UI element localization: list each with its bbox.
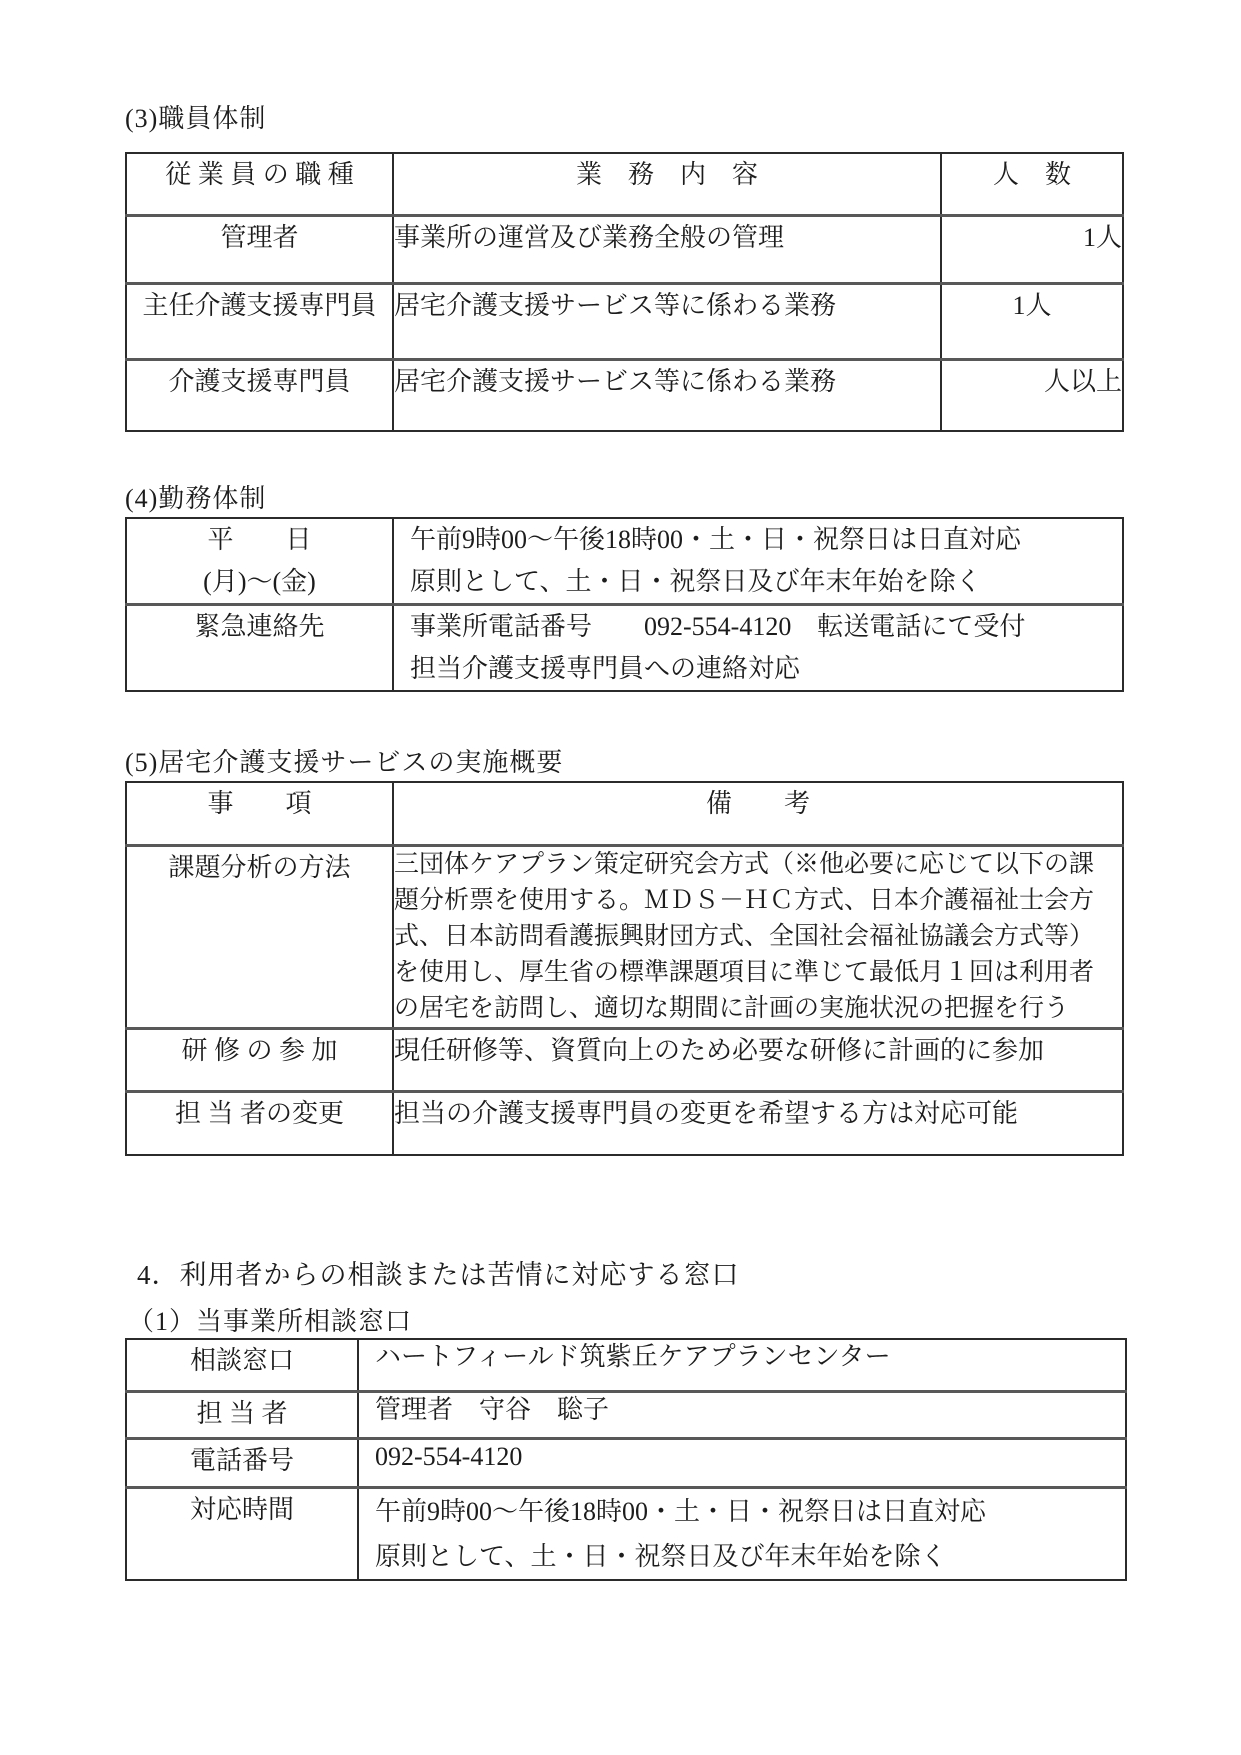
table-row (126, 1339, 1126, 1391)
staff-count-cell: 人以上 (941, 359, 1123, 431)
overview-header-note: 備 考 (393, 782, 1123, 845)
office-contact-table (125, 1338, 1127, 1581)
work-label-line: 平 日 (207, 525, 312, 554)
contact-value-cell (358, 1487, 1126, 1580)
table-row (126, 605, 1123, 692)
staff-table-header-row (126, 153, 1123, 215)
contact-label-cell: 対応時間 (126, 1487, 358, 1580)
contact-label-cell: 電話番号 (126, 1438, 358, 1487)
work-label-line: (月)～(金) (203, 567, 316, 596)
table-row (126, 845, 1123, 1028)
table-row (126, 283, 1123, 359)
table-row (126, 1487, 1126, 1580)
table-row (126, 1438, 1126, 1487)
table-row (126, 518, 1123, 605)
table-row (126, 1391, 1126, 1438)
staff-table (125, 152, 1124, 432)
contact-value-cell (358, 1339, 1126, 1391)
contact-value-line: 092-554-4120 (375, 1441, 523, 1471)
note-line: 題分析票を使用する。ＭＤＳ－ＨＣ方式、日本介護福祉士会方 (394, 886, 1095, 914)
work-value-line: 原則として、土・日・祝祭日及び年末年始を除く (410, 567, 982, 596)
staff-count-cell: 1人 (941, 283, 1123, 359)
overview-section-heading: (5)居宅介護支援サービスの実施概要 (125, 748, 564, 777)
note-line: を使用し、厚生省の標準課題項目に準じて最低月１回は利用者 (394, 958, 1095, 986)
work-value-cell (393, 605, 1123, 692)
contact-value-line: ハートフィールド筑紫丘ケアプランセンター (375, 1342, 891, 1371)
staff-role-cell: 管理者 (126, 215, 393, 283)
staff-count-cell: 1人 (941, 215, 1123, 283)
staff-duty-cell: 居宅介護支援サービス等に係わる業務 (393, 283, 941, 359)
contact-label-cell: 相談窓口 (126, 1339, 358, 1391)
complaint-subsection-heading: （1）当事業所相談窓口 (128, 1307, 413, 1336)
staff-duty-cell: 居宅介護支援サービス等に係わる業務 (393, 359, 941, 431)
staff-section-heading: (3)職員体制 (125, 104, 267, 133)
overview-item-cell: 研 修 の 参 加 (126, 1028, 393, 1091)
contact-value-cell (358, 1391, 1126, 1438)
contact-value-line: 午前9時00～午後18時00・土・日・祝祭日は日直対応 (375, 1496, 987, 1526)
work-label-cell (126, 605, 393, 692)
contact-value-line: 管理者 守谷 聡子 (375, 1394, 610, 1424)
work-label-cell (126, 518, 393, 605)
overview-item-cell: 担 当 者の変更 (126, 1091, 393, 1155)
work-schedule-table (125, 517, 1124, 692)
staff-role-cell: 主任介護支援専門員 (126, 283, 393, 359)
overview-note-cell: 現任研修等、資質向上のため必要な研修に計画的に参加 (393, 1028, 1123, 1091)
table-row (126, 359, 1123, 431)
table-row (126, 1028, 1123, 1091)
table-row (126, 215, 1123, 283)
contact-value-cell (358, 1438, 1126, 1487)
complaint-section-heading: 4．利用者からの相談または苦情に対応する窓口 (137, 1260, 740, 1290)
contact-value-line: 原則として、土・日・祝祭日及び年末年始を除く (375, 1541, 947, 1571)
overview-item-cell: 課題分析の方法 (126, 845, 393, 1028)
work-label-line: 緊急連絡先 (194, 612, 325, 641)
contact-label-cell: 担 当 者 (126, 1391, 358, 1438)
staff-header-duty: 業 務 内 容 (393, 153, 941, 215)
overview-table-header-row (126, 782, 1123, 845)
note-line: の居宅を訪問し、適切な期間に計画の実施状況の把握を行う (394, 994, 1070, 1022)
service-overview-table (125, 781, 1124, 1156)
overview-note-cell: 担当の介護支援専門員の変更を希望する方は対応可能 (393, 1091, 1123, 1155)
staff-header-count: 人 数 (941, 153, 1123, 215)
work-value-line: 事業所電話番号 092-554-4120 転送電話にて受付 (410, 612, 1026, 641)
staff-header-role: 従 業 員 の 職 種 (126, 153, 393, 215)
work-section-heading: (4)勤務体制 (125, 484, 267, 513)
work-value-line: 担当介護支援専門員への連絡対応 (410, 654, 801, 683)
overview-note-cell (393, 845, 1123, 1028)
table-row (126, 1091, 1123, 1155)
work-value-line: 午前9時00～午後18時00・土・日・祝祭日は日直対応 (410, 525, 1022, 554)
note-line: 式、日本訪問看護振興財団方式、全国社会福祉協議会方式等） (394, 922, 1095, 950)
staff-duty-cell: 事業所の運営及び業務全般の管理 (393, 215, 941, 283)
overview-header-item: 事 項 (126, 782, 393, 845)
work-value-cell (393, 518, 1123, 605)
note-line: 三団体ケアプラン策定研究会方式（※他必要に応じて以下の課 (394, 850, 1095, 878)
staff-role-cell: 介護支援専門員 (126, 359, 393, 431)
